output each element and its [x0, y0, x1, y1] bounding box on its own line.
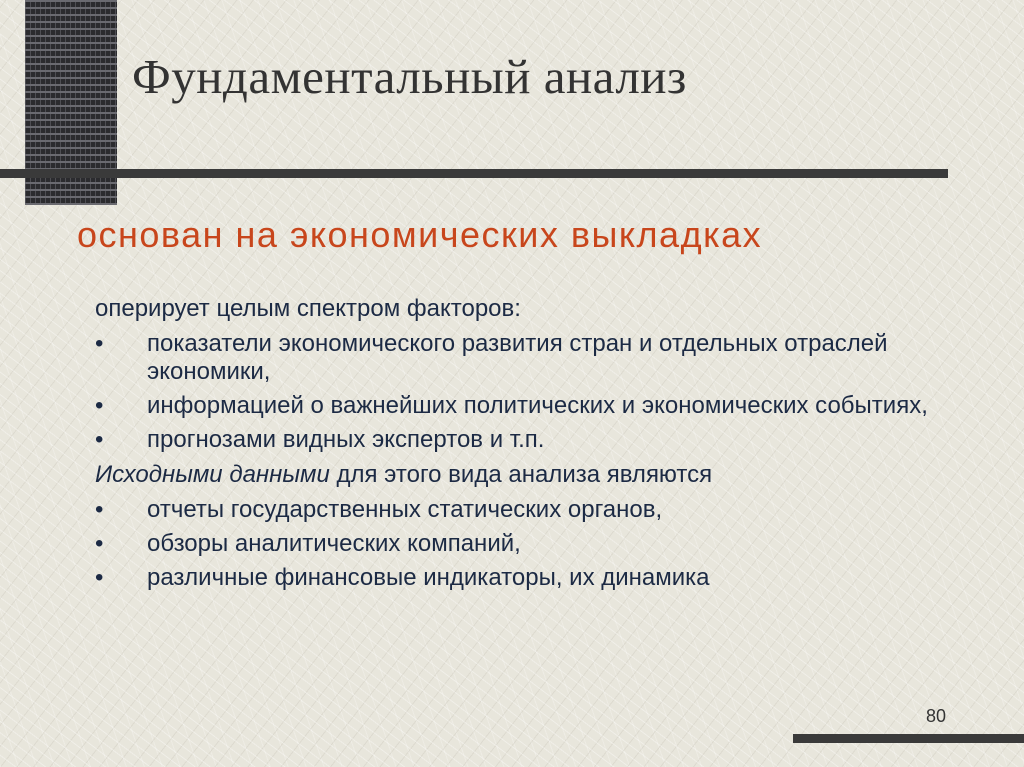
footer-rule — [793, 734, 1024, 743]
sources-intro-emphasis: Исходными данными — [95, 461, 330, 488]
source-text: различные финансовые индикаторы, их динамика — [147, 564, 710, 591]
bullet-icon: • — [95, 564, 104, 591]
sources-intro-rest: для этого вида анализа являются — [329, 461, 713, 488]
source-bullet-1 — [95, 496, 975, 524]
factor-bullet-1 — [95, 330, 975, 386]
factor-bullet-3 — [95, 426, 975, 454]
bullet-icon: • — [95, 426, 104, 453]
bullet-icon: • — [95, 530, 104, 557]
factor-bullet-2 — [95, 392, 975, 420]
page-number: 80 — [926, 706, 947, 726]
source-bullet-3 — [95, 564, 975, 592]
source-text: обзоры аналитических компаний, — [147, 530, 521, 557]
bullet-icon: • — [95, 392, 104, 419]
source-bullet-2 — [95, 530, 975, 558]
factor-text: показатели экономического развития стран и отдельных отраслей экономики, — [147, 330, 888, 385]
factor-text: прогнозами видных экспертов и т.п. — [147, 426, 545, 453]
factor-text: информацией о важнейших политических и экономических событиях, — [147, 392, 928, 419]
slide-subtitle: основан на экономических выкладках — [77, 214, 763, 255]
factors-intro: оперирует целым спектром факторов: — [95, 295, 521, 322]
source-text: отчеты государственных статических органов, — [147, 496, 663, 523]
sources-intro — [95, 460, 975, 490]
slide-title: Фундаментальный анализ — [132, 49, 687, 104]
bullet-icon: • — [95, 330, 104, 357]
bullet-icon: • — [95, 496, 104, 523]
slide-body — [95, 294, 975, 598]
title-divider-rule — [0, 169, 948, 178]
